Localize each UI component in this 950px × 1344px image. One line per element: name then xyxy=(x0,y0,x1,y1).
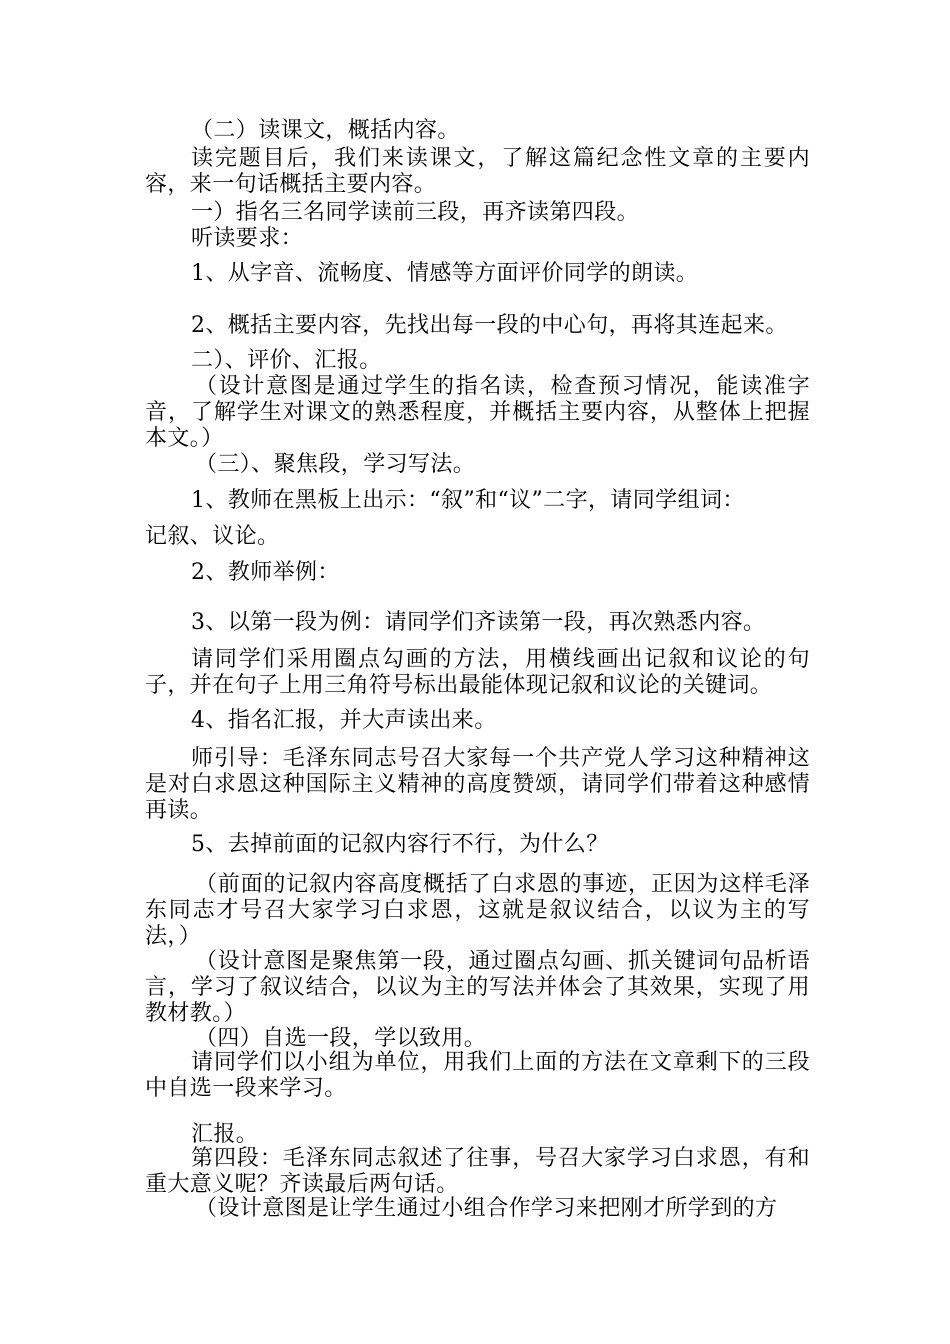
paragraph-continuation: 记叙、议论。 xyxy=(145,524,280,549)
section-heading-4: （四）自选一段，学以致用。 xyxy=(195,1026,487,1051)
section-heading-2: （二）读课文，概括内容。 xyxy=(191,118,460,143)
paragraph-intro: 读完题目后，我们来读课文，了解这篇纪念性文章的主要内容，来一句话概括主要内容。 xyxy=(145,146,810,197)
list-item-teacher-5: 5、去掉前面的记叙内容行不行，为什么？ xyxy=(191,832,609,857)
paragraph-design-intent-2: （设计意图是聚焦第一段，通过圈点勾画、抓关键词句品析语言，学习了叙议结合，以议为主的写法并体会了其效果，实现了用教材教。） xyxy=(145,949,810,1026)
paragraph-section-4: 第四段：毛泽东同志叙述了往事，号召大家学习白求恩，有和重大意义呢？齐读最后两句话。 xyxy=(145,1146,810,1197)
paragraph-teacher-guide: 师引导：毛泽东同志号召大家每一个共产党人学习这种精神这是对白求恩这种国际主义精神的高度赞颂，请同学们带着这种感情再读。 xyxy=(145,746,810,823)
paragraph-step-2: 二）、评价、汇报。 xyxy=(191,348,382,373)
list-item-teacher-3: 3、以第一段为例：请同学们齐读第一段，再次熟悉内容。 xyxy=(191,610,766,635)
paragraph-step-1: 一）指名三名同学读前三段，再齐读第四段。 xyxy=(191,200,640,225)
section-heading-3: （三）、聚焦段，学习写法。 xyxy=(195,452,476,477)
list-item-teacher-4: 4、指名汇报，并大声读出来。 xyxy=(191,708,497,733)
paragraph-mark-instructions: 请同学们采用圈点勾画的方法，用横线画出记叙和议论的句子，并在句子上用三角符号标出最能体现记叙和议论的关键词。 xyxy=(145,647,810,698)
list-item-teacher-1: 1、教师在黑板上出示：“叙”和“议”二字，请同学组词： xyxy=(191,488,745,513)
list-item-teacher-2: 2、教师举例： xyxy=(191,560,340,585)
paragraph-design-intent-3: （设计意图是让学生通过小组合作学习来把刚才所学到的方 xyxy=(195,1196,778,1221)
paragraph-design-intent-1: （设计意图是通过学生的指名读，检查预习情况，能读准字音，了解学生对课文的熟悉程度，并概括主要内容，从整体上把握本文。） xyxy=(145,374,810,451)
paragraph-group-study: 请同学们以小组为单位，用我们上面的方法在文章剩下的三段中自选一段来学习。 xyxy=(145,1050,810,1101)
paragraph-answer: （前面的记叙内容高度概括了白求恩的事迹，正因为这样毛泽东同志才号召大家学习白求恩，这就是叙议结合，以议为主的写法，） xyxy=(145,872,810,949)
list-item-2: 2、概括主要内容，先找出每一段的中心句，再将其连起来。 xyxy=(191,313,788,338)
list-item-1: 1、从字音、流畅度、情感等方面评价同学的朗读。 xyxy=(191,261,699,286)
paragraph-report: 汇报。 xyxy=(191,1122,259,1147)
paragraph-requirements: 听读要求： xyxy=(191,226,304,251)
